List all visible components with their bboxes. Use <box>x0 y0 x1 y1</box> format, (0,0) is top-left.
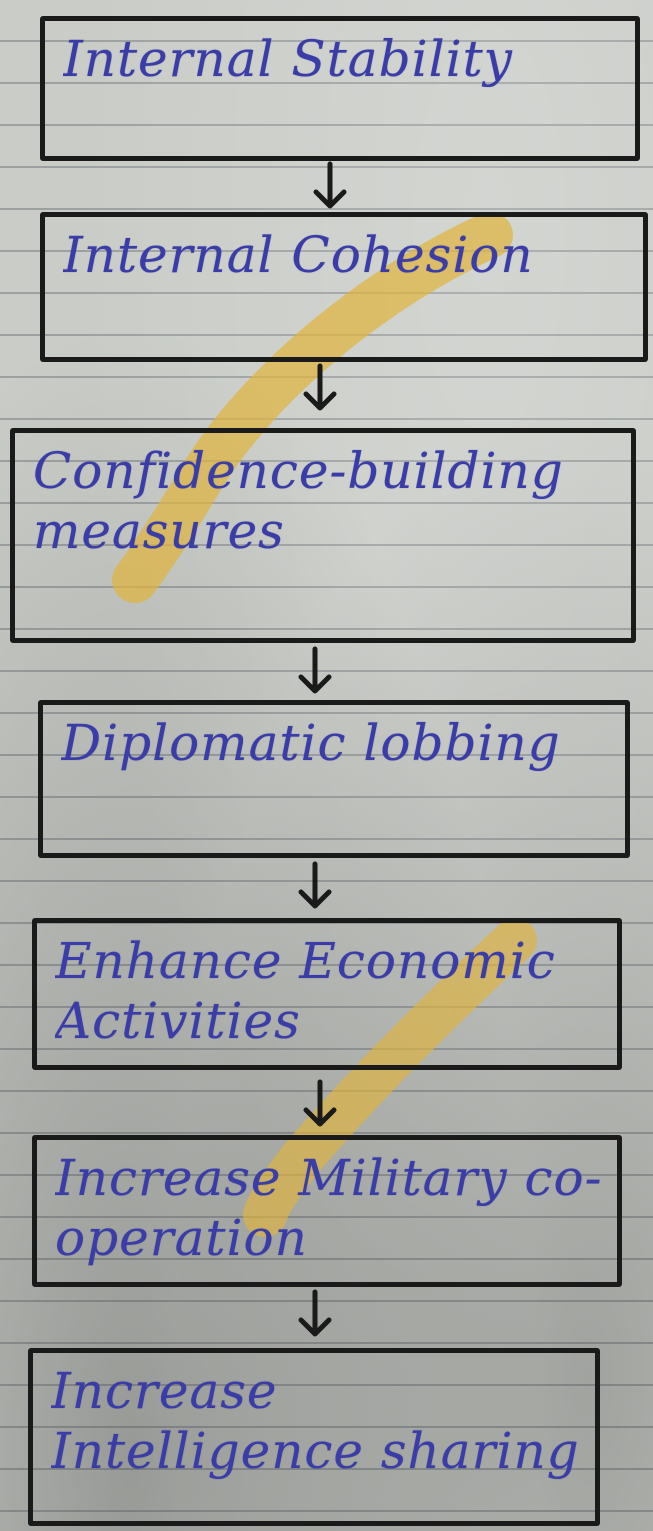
down-arrow-icon <box>300 1078 340 1130</box>
step-label-4: Diplomatic lobbing <box>61 714 561 772</box>
step-box-7 <box>28 1348 600 1526</box>
down-arrow-icon <box>295 645 335 697</box>
down-arrow-icon <box>295 1288 335 1340</box>
step-box-3 <box>10 428 636 643</box>
step-box-6 <box>32 1135 622 1287</box>
step-label-6: Increase Military co-operation <box>55 1149 603 1267</box>
step-label-1: Internal Stability <box>63 30 513 88</box>
step-box-5 <box>32 918 622 1070</box>
step-box-2 <box>40 212 648 362</box>
step-label-7: Increase Intelligence sharing <box>51 1362 580 1480</box>
step-box-4 <box>38 700 630 858</box>
down-arrow-icon <box>300 362 340 414</box>
step-label-3: Confidence-building measures <box>33 442 564 560</box>
step-box-1 <box>40 16 640 161</box>
down-arrow-icon <box>295 860 335 912</box>
step-label-2: Internal Cohesion <box>63 226 534 284</box>
down-arrow-icon <box>310 160 350 212</box>
step-label-5: Enhance Economic Activities <box>55 932 556 1050</box>
